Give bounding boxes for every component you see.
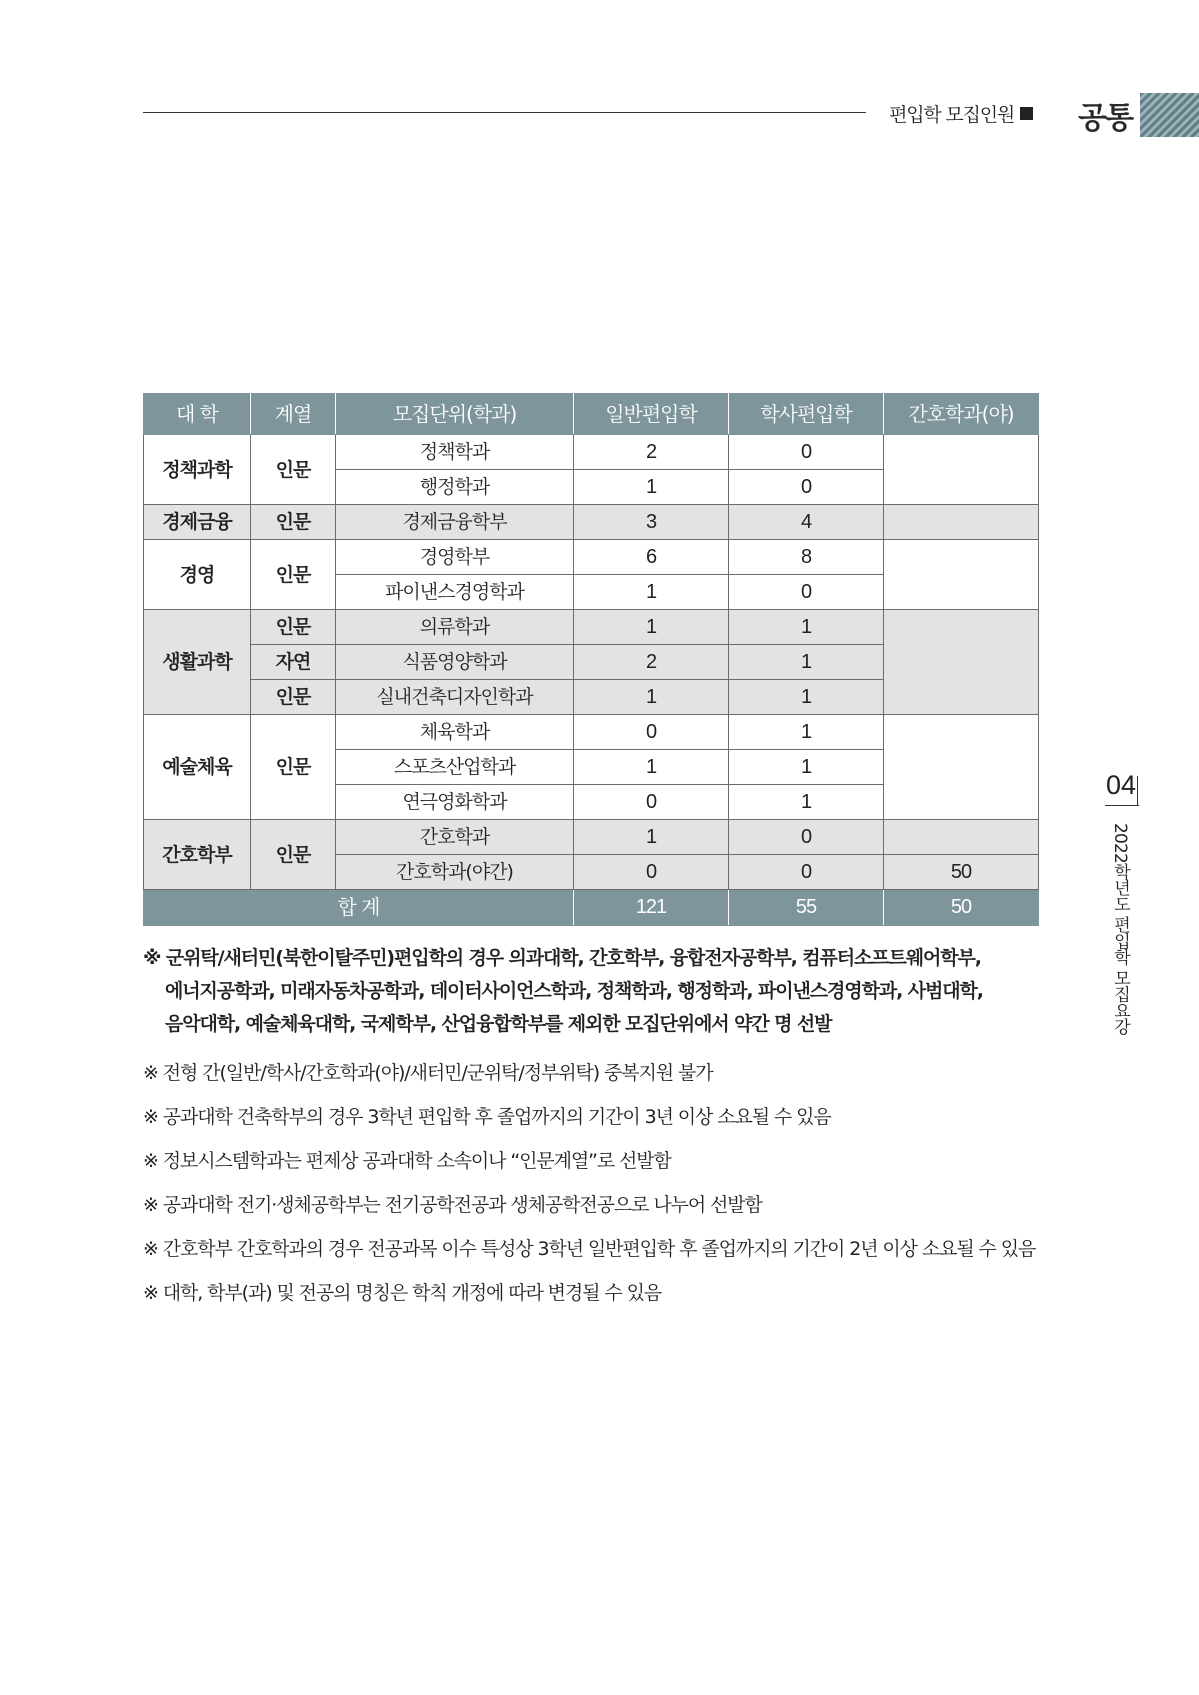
header-general: 일반편입학 [574,394,729,435]
nursing-night-cell: 50 [884,855,1039,890]
nursing-night-cell [884,820,1039,855]
page-number-divider [1137,776,1138,806]
total-general: 121 [574,890,729,926]
college-cell: 예술체육 [144,715,251,820]
header-nursing-night: 간호학과(야) [884,394,1039,435]
table-row [144,715,1039,750]
category-cell: 인문 [251,505,336,540]
hatch-pattern-icon [1140,93,1199,137]
general-cell: 2 [574,645,729,680]
notes [143,942,1043,1315]
general-cell: 0 [574,715,729,750]
college-cell: 간호학부 [144,820,251,890]
unit-cell: 체육학과 [336,715,574,750]
category-cell: 인문 [251,715,336,820]
note-item: ※ 공과대학 전기·생체공학부는 전기공학전공과 생체공학전공으로 나누어 선발함 [143,1194,762,1216]
page-number-underline [1105,805,1139,806]
table-row [144,435,1039,470]
table-row [144,540,1039,575]
total-row [144,890,1039,926]
header-college: 대 학 [144,394,251,435]
category-cell: 인문 [251,435,336,505]
college-cell: 경영 [144,540,251,610]
unit-cell: 경영학부 [336,540,574,575]
general-cell: 3 [574,505,729,540]
note-item: ※ 간호학부 간호학과의 경우 전공과목 이수 특성상 3학년 일반편입학 후 졸업까지의 기간이 2년 이상 소요될 수 있음 [143,1238,1036,1260]
total-label: 합 계 [144,890,574,926]
general-cell: 0 [574,785,729,820]
table-row [144,505,1039,540]
general-cell: 1 [574,820,729,855]
section-title [878,100,1033,126]
category-cell: 인문 [251,820,336,890]
unit-cell: 의류학과 [336,610,574,645]
table-row [144,610,1039,645]
unit-cell: 정책학과 [336,435,574,470]
header-bachelor: 학사편입학 [729,394,884,435]
page-number: 04 [1105,770,1137,800]
note-main-line: 에너지공학과, 미래자동차공학과, 데이터사이언스학과, 정책학과, 행정학과, 파이낸스경영학과, 사범대학, [165,980,983,1002]
bachelor-cell: 1 [729,680,884,715]
total-nursing-night: 50 [884,890,1039,926]
bachelor-cell: 8 [729,540,884,575]
note-main-line: ※ 군위탁/새터민(북한이탈주민)편입학의 경우 의과대학, 간호학부, 융합전자공학부, 컴퓨터소프트웨어학부, [143,947,981,969]
bachelor-cell: 1 [729,645,884,680]
note-main-line: 음악대학, 예술체육대학, 국제학부, 산업융합학부를 제외한 모집단위에서 약간 명 선발 [165,1013,832,1035]
unit-cell: 실내건축디자인학과 [336,680,574,715]
bachelor-cell: 4 [729,505,884,540]
category-cell: 인문 [251,610,336,645]
square-bullet-icon [1020,107,1033,120]
college-cell: 생활과학 [144,610,251,715]
unit-cell: 연극영화학과 [336,785,574,820]
nursing-night-cell [884,610,1039,715]
category-cell: 자연 [251,645,336,680]
quota-table [143,393,1039,926]
nursing-night-cell [884,505,1039,540]
bachelor-cell: 1 [729,785,884,820]
college-cell: 경제금융 [144,505,251,540]
unit-cell: 간호학과 [336,820,574,855]
unit-cell: 식품영양학과 [336,645,574,680]
bachelor-cell: 1 [729,715,884,750]
nursing-night-cell [884,435,1039,505]
category-cell: 인문 [251,680,336,715]
general-cell: 2 [574,435,729,470]
college-cell: 정책과학 [144,435,251,505]
bachelor-cell: 0 [729,435,884,470]
bachelor-cell: 1 [729,750,884,785]
note-item: ※ 전형 간(일반/학사/간호학과(야)/새터민/군위탁/정부위탁) 중복지원 불가 [143,1062,713,1084]
note-item: ※ 정보시스템학과는 편제상 공과대학 소속이나 “인문계열”로 선발함 [143,1150,671,1172]
note-item: ※ 대학, 학부(과) 및 전공의 명칭은 학칙 개정에 따라 변경될 수 있음 [143,1282,662,1304]
table-header-row [144,394,1039,435]
bachelor-cell: 0 [729,855,884,890]
bachelor-cell: 0 [729,575,884,610]
general-cell: 0 [574,855,729,890]
general-cell: 1 [574,750,729,785]
header-rule [143,112,866,113]
header-tab [1078,93,1199,137]
unit-cell: 스포츠산업학과 [336,750,574,785]
bachelor-cell: 0 [729,820,884,855]
note-item: ※ 공과대학 건축학부의 경우 3학년 편입학 후 졸업까지의 기간이 3년 이상 소요될 수 있음 [143,1106,831,1128]
unit-cell: 간호학과(야간) [336,855,574,890]
category-cell: 인문 [251,540,336,610]
nursing-night-cell [884,540,1039,610]
unit-cell: 경제금융학부 [336,505,574,540]
section-title-text: 편입학 모집인원 [889,103,1014,126]
header-tab-label: 공통 [1078,101,1132,136]
bachelor-cell: 0 [729,470,884,505]
table-row [144,820,1039,855]
note-main [143,942,1043,1041]
header-unit: 모집단위(학과) [336,394,574,435]
general-cell: 1 [574,610,729,645]
general-cell: 1 [574,470,729,505]
general-cell: 1 [574,575,729,610]
general-cell: 6 [574,540,729,575]
unit-cell: 행정학과 [336,470,574,505]
general-cell: 1 [574,680,729,715]
bachelor-cell: 1 [729,610,884,645]
side-doc-title: 2022학년도 편입학 모집요강 [1110,823,1130,1035]
unit-cell: 파이낸스경영학과 [336,575,574,610]
total-bachelor: 55 [729,890,884,926]
header-category: 계열 [251,394,336,435]
nursing-night-cell [884,715,1039,820]
